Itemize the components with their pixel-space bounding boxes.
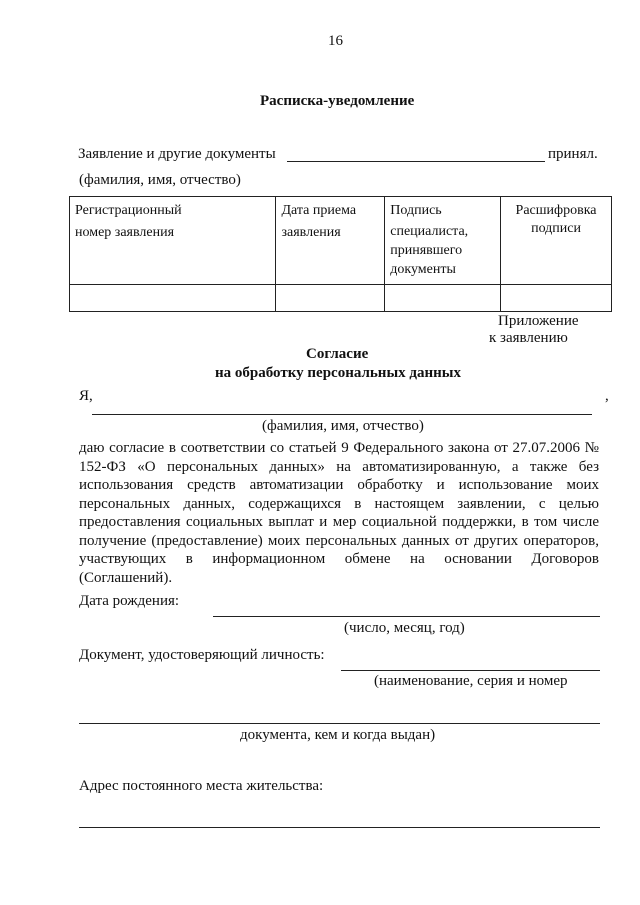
table-cell-signature-decode[interactable] [501, 285, 612, 312]
table-row [70, 285, 612, 312]
header-signature [385, 197, 501, 285]
registration-table [69, 196, 612, 312]
identity-doc-hint1: (наименование, серия и номер [374, 673, 568, 689]
page-number: 16 [328, 33, 343, 49]
header-signature-line2: специалиста, принявшего документы [390, 224, 469, 277]
consent-paragraph: даю согласие в соответствии со статьей 9 Федерального закона от 27.07.2006 № 152-ФЗ «О персональных данных» на автоматизированную, а также без использования средств автоматизации обработку и использование моих персональных данных, содержащихся в настоящем заявлении, с целью предоставления социальных выплат и мер социальной поддержки, в том числе получение (предоставление) моих персональных данных от других операторов, участвующих в информационном обмене на основании Договоров (Соглашений). [79, 440, 599, 586]
address-line [79, 827, 600, 828]
address-label: Адрес постоянного места жительства: [79, 778, 324, 794]
consent-title: Согласие [306, 346, 369, 362]
header-receipt-date-line2: заявления [281, 225, 341, 240]
consent-subtitle: на обработку персональных данных [215, 365, 461, 381]
table-cell-signature[interactable] [385, 285, 501, 312]
header-signature-decode [501, 197, 612, 285]
receipt-fio-hint: (фамилия, имя, отчество) [79, 172, 241, 188]
table-header-row [70, 197, 612, 285]
consent-fio-hint: (фамилия, имя, отчество) [262, 418, 424, 434]
birth-date-label: Дата рождения: [79, 593, 180, 609]
header-receipt-date-line1: Дата приема [281, 203, 357, 218]
receipt-line-suffix: принял. [548, 146, 598, 162]
consent-name-line [92, 414, 592, 415]
consent-ya-label: Я, [79, 388, 93, 404]
birth-date-line [213, 616, 600, 617]
header-reg-number-line2: номер заявления [75, 225, 175, 240]
appendix-line1: Приложение [498, 313, 579, 329]
header-reg-number [70, 197, 276, 285]
identity-doc-line [341, 670, 600, 671]
header-receipt-date [276, 197, 385, 285]
header-reg-number-line1: Регистрационный [75, 203, 182, 218]
receipt-line-prefix: Заявление и другие документы [78, 146, 276, 162]
table-cell-receipt-date[interactable] [276, 285, 385, 312]
receipt-name-line [287, 161, 545, 162]
appendix-line2: к заявлению [489, 330, 568, 346]
identity-doc-label: Документ, удостоверяющий личность: [79, 647, 325, 663]
consent-comma: , [605, 388, 609, 404]
header-signature-line1: Подпись [390, 203, 442, 218]
table-cell-reg-number[interactable] [70, 285, 276, 312]
receipt-title: Расписка-уведомление [260, 93, 415, 109]
identity-doc-hint2: документа, кем и когда выдан) [240, 727, 436, 743]
header-signature-decode-text: Расшифровка подписи [515, 203, 597, 236]
birth-date-hint: (число, месяц, год) [344, 620, 465, 636]
identity-doc-line2 [79, 723, 600, 724]
